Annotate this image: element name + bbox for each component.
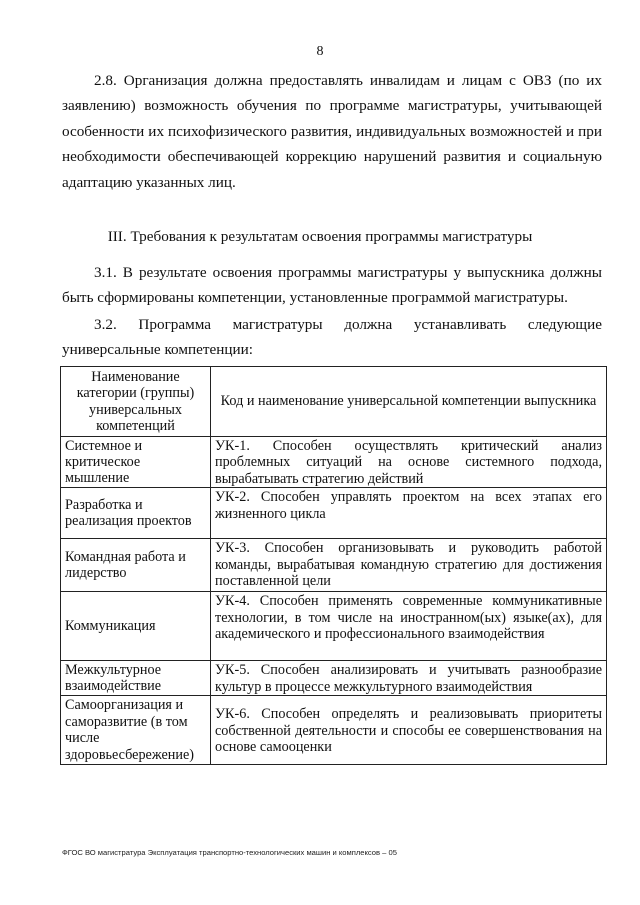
- table-row: [61, 539, 607, 592]
- table-row: [61, 696, 607, 765]
- category-cell: Системное и критическое мышление: [61, 437, 211, 488]
- section-heading: III. Требования к результатам освоения программы магистратуры: [107, 228, 533, 245]
- category-cell: Межкультурное взаимодействие: [61, 661, 211, 696]
- table-row: [61, 592, 607, 661]
- category-cell: Командная работа и лидерство: [61, 539, 211, 592]
- category-cell: Разработка и реализация проектов: [61, 488, 211, 539]
- paragraph-3-2: 3.2. Программа магистратуры должна устанавливать следующие универсальные компетенции:: [62, 316, 602, 359]
- table-row: [61, 661, 607, 696]
- description-cell: УК-3. Способен организовывать и руководить работой команды, вырабатывая командную стратегию для достижения поставленной цели: [211, 539, 607, 592]
- description-cell: УК-6. Способен определять и реализовывать приоритеты собственной деятельности и способы ее совершенствования на основе самооценки: [211, 696, 607, 765]
- table-row: [61, 437, 607, 488]
- description-cell: УК-1. Способен осуществлять критический анализ проблемных ситуаций на основе системного подхода, вырабатывать стратегию действий: [211, 437, 607, 488]
- header-category: Наименование категории (группы) универсальных компетенций: [61, 367, 211, 437]
- paragraph-3-1: 3.1. В результате освоения программы магистратуры у выпускника должны быть сформированы компетенции, установленные программой магистратуры.: [62, 264, 602, 307]
- description-cell: УК-5. Способен анализировать и учитывать разнообразие культур в процессе межкультурного взаимодействия: [211, 661, 607, 696]
- table-header-row: [61, 367, 607, 437]
- description-cell: УК-4. Способен применять современные коммуникативные технологии, в том числе на иностранном(ых) языке(ах), для академического и профессионального взаимодействия: [211, 592, 607, 661]
- category-cell: Коммуникация: [61, 592, 211, 661]
- header-code: Код и наименование универсальной компетенции выпускника: [211, 367, 607, 437]
- category-cell: Самоорганизация и саморазвитие (в том числе здоровьесбережение): [61, 696, 211, 765]
- page-number: 8: [316, 44, 324, 59]
- description-cell: УК-2. Способен управлять проектом на всех этапах его жизненного цикла: [211, 488, 607, 539]
- table-row: [61, 488, 607, 539]
- paragraph-2-8: 2.8. Организация должна предоставлять инвалидам и лицам с ОВЗ (по их заявлению) возможность обучения по программе магистратуры, учитывающей особенности их психофизического развития, индивидуальных возможностей и при необходимости обеспечивающей коррекцию нарушений развития и социальную адаптацию указанных лиц.: [62, 72, 602, 191]
- footer-note: ФГОС ВО магистратура Эксплуатация транспортно-технологических машин и комплексов – 05: [62, 848, 397, 857]
- competencies-table: [60, 366, 607, 765]
